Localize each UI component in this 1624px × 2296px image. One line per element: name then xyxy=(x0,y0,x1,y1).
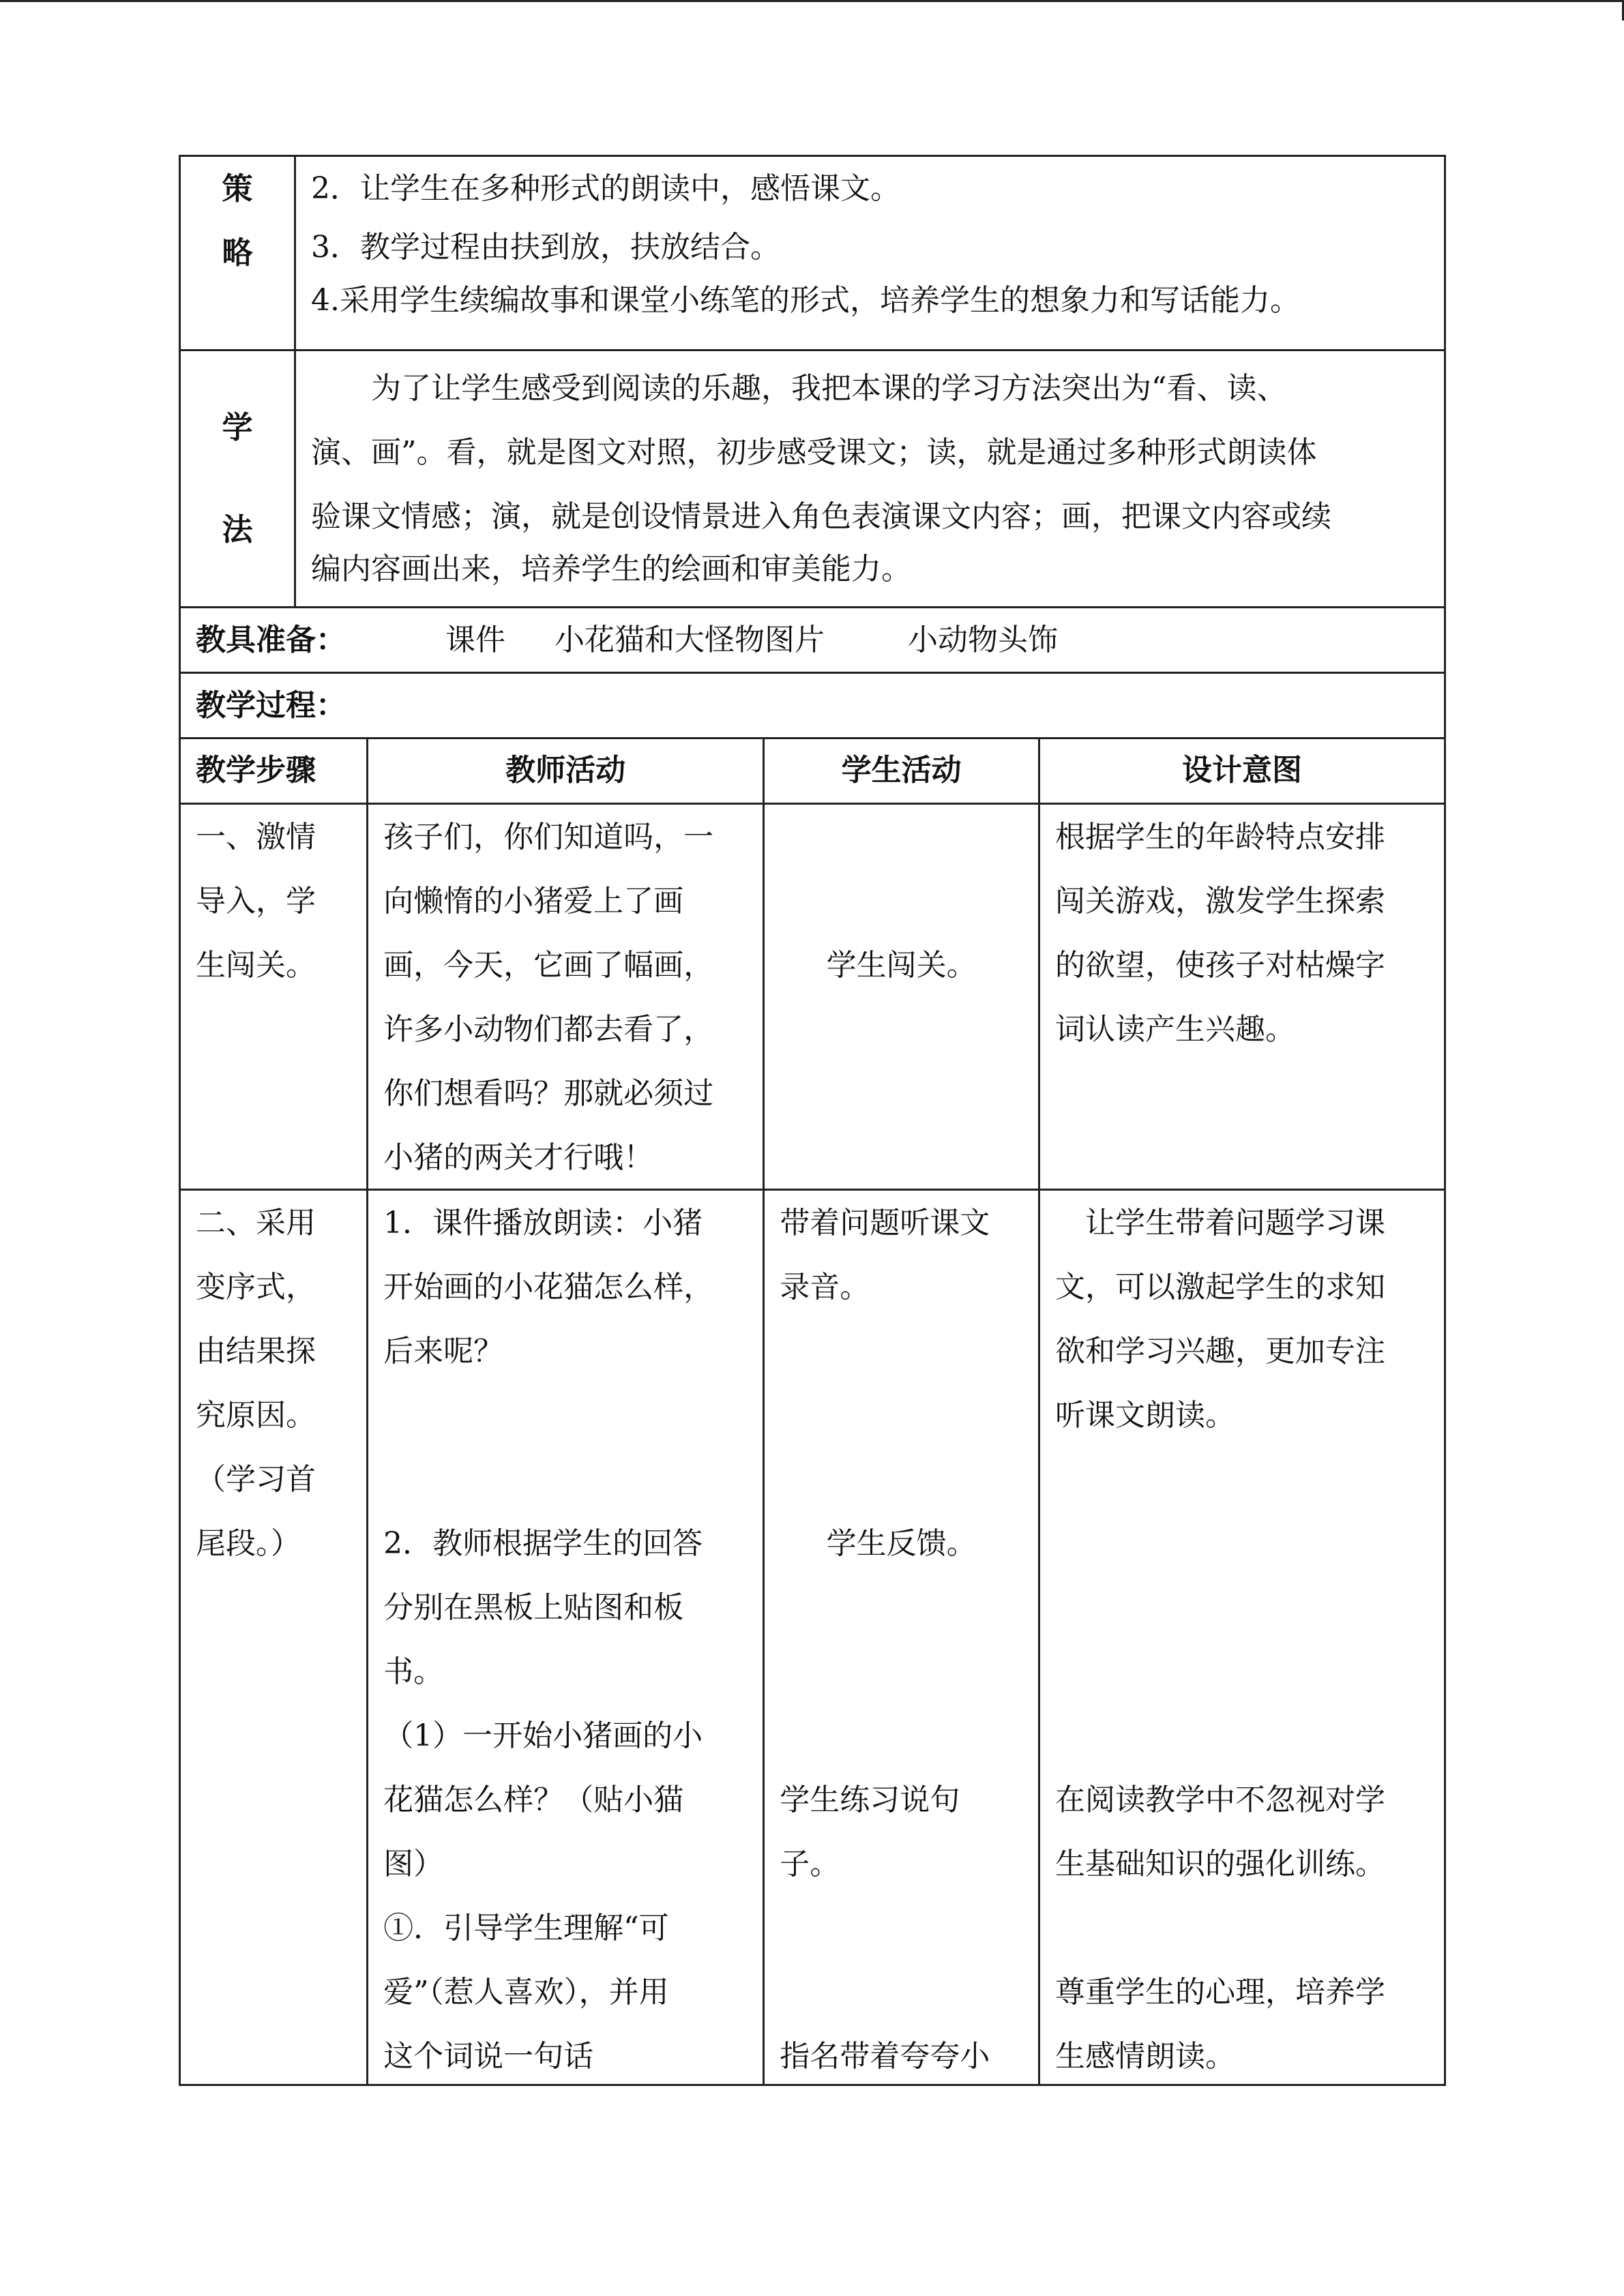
page-top-border xyxy=(0,0,1624,2)
method-line: 为了让学生感受到阅读的乐趣，我把本课的学习方法突出为“看、读、 xyxy=(371,371,1287,406)
intent-line xyxy=(1055,1704,1429,1768)
intent-line: 在阅读教学中不忽视对学 xyxy=(1054,1783,1385,1817)
teacher-line: 1．课件播放朗读：小猪 xyxy=(383,1206,703,1240)
student-line xyxy=(780,1320,1023,1384)
method-row xyxy=(181,349,1444,606)
teacher-line: （1）一开始小猪画的小 xyxy=(383,1718,703,1753)
step-line: 变序式， xyxy=(196,1270,316,1304)
step-line: 由结果探 xyxy=(196,1334,316,1369)
teacher-line: 画，今天，它画了幅画， xyxy=(383,948,714,983)
step-cell xyxy=(181,805,366,1189)
student-line: 带着问题听课文 xyxy=(780,1206,990,1240)
header-teacher: 教师活动 xyxy=(366,739,763,803)
step-line: 究原因。 xyxy=(196,1398,316,1433)
student-line xyxy=(780,1576,1023,1640)
step-line: 导入，学 xyxy=(196,884,316,919)
student-line: 学生反馈。 xyxy=(826,1526,977,1561)
header-step: 教学步骤 xyxy=(196,753,316,788)
teacher-line: 小猪的两关才行哦！ xyxy=(383,1140,654,1175)
step-line: 尾段。） xyxy=(196,1526,301,1561)
intent-line xyxy=(1055,1640,1429,1704)
intent-line: 的欲望，使孩子对枯燥字 xyxy=(1054,948,1385,983)
table-row xyxy=(181,803,1444,1189)
strategy-label xyxy=(181,157,294,349)
intent-line: 生基础知识的强化训练。 xyxy=(1054,1847,1385,1881)
header-student: 学生活动 xyxy=(763,739,1038,803)
student-line: 录音。 xyxy=(780,1270,870,1304)
method-line: 编内容画出来，培养学生的绘画和审美能力。 xyxy=(311,552,911,586)
step-line: 一、激情 xyxy=(196,820,316,854)
strategy-line: 2．让学生在多种形式的朗读中，感悟课文。 xyxy=(311,171,900,206)
lesson-plan-table xyxy=(179,155,1446,2086)
materials-label: 教具准备： xyxy=(196,623,346,657)
header-intent: 设计意图 xyxy=(1038,739,1444,803)
intent-line xyxy=(1055,1512,1429,1576)
strategy-row xyxy=(181,157,1444,349)
student-line xyxy=(780,1960,1023,2025)
intent-line: 生感情朗读。 xyxy=(1054,2039,1235,2074)
intent-line xyxy=(1055,1896,1429,1960)
intent-line: 词认读产生兴趣。 xyxy=(1054,1012,1295,1047)
process-label: 教学过程： xyxy=(196,688,346,723)
student-line xyxy=(780,1704,1023,1768)
materials-row xyxy=(181,606,1444,672)
strategy-label-char-2: 略 xyxy=(222,235,253,271)
student-line: 学生闯关。 xyxy=(826,948,977,983)
student-line xyxy=(780,1640,1023,1704)
method-label-char-2: 法 xyxy=(222,511,253,548)
method-line: 验课文情感；演，就是创设情景进入角色表演课文内容；画，把课文内容或续 xyxy=(311,499,1331,534)
teacher-line: 向懒惰的小猪爱上了画 xyxy=(383,884,684,919)
teacher-line: ①．引导学生理解“可 xyxy=(383,1911,669,1945)
teacher-line: 后来呢？ xyxy=(383,1334,504,1369)
student-line: 指名带着夸夸小 xyxy=(780,2039,990,2074)
method-line: 演、画”。看，就是图文对照，初步感受课文；读，就是通过多种形式朗读体 xyxy=(311,435,1317,470)
intent-cell xyxy=(1038,805,1444,1189)
intent-line: 闯关游戏，激发学生探索 xyxy=(1054,884,1385,919)
student-line xyxy=(780,1384,1023,1448)
strategy-label-char-1: 策 xyxy=(222,170,253,207)
intent-line: 根据学生的年龄特点安排 xyxy=(1054,820,1385,854)
student-line: 子。 xyxy=(780,1847,840,1881)
teacher-line: 图） xyxy=(383,1847,444,1881)
intent-line: 文，可以激起学生的求知 xyxy=(1054,1270,1385,1304)
method-label xyxy=(181,351,294,606)
teacher-line: 这个词说一句话 xyxy=(383,2039,594,2074)
strategy-line: 3．教学过程由扶到放，扶放结合。 xyxy=(311,230,780,265)
step-cell xyxy=(181,1191,366,2084)
table-header-row xyxy=(181,737,1444,803)
teacher-cell xyxy=(366,1191,763,2084)
intent-line: 尊重学生的心理，培养学 xyxy=(1054,1975,1385,2010)
intent-line: 让学生带着问题学习课 xyxy=(1084,1206,1385,1240)
table-row xyxy=(181,1189,1444,2084)
teacher-line xyxy=(383,1448,748,1512)
intent-line: 欲和学习兴趣，更加专注 xyxy=(1054,1334,1385,1369)
teacher-line xyxy=(383,1384,748,1448)
materials-item: 小动物头饰 xyxy=(908,623,1058,657)
teacher-cell xyxy=(366,805,763,1189)
teacher-line: 花猫怎么样？（贴小猫 xyxy=(383,1783,684,1817)
method-label-char-1: 学 xyxy=(222,409,253,445)
materials-cell xyxy=(181,608,1444,672)
student-line xyxy=(780,1448,1023,1512)
strategy-content xyxy=(294,157,1444,349)
method-content xyxy=(294,351,1444,606)
student-line xyxy=(780,1896,1023,1960)
intent-line xyxy=(1055,1576,1429,1640)
teacher-line: 开始画的小花猫怎么样， xyxy=(383,1270,714,1304)
strategy-line: 4.采用学生续编故事和课堂小练笔的形式，培养学生的想象力和写话能力。 xyxy=(311,283,1300,318)
step-line: 二、采用 xyxy=(196,1206,316,1240)
teacher-line: 爱”（惹人喜欢），并用 xyxy=(383,1975,669,2010)
student-cell xyxy=(763,805,1038,1189)
intent-line: 听课文朗读。 xyxy=(1054,1398,1235,1433)
student-line: 学生练习说句 xyxy=(780,1783,960,1817)
step-line: （学习首 xyxy=(196,1462,316,1497)
intent-cell xyxy=(1038,1191,1444,2084)
materials-item: 课件 xyxy=(445,623,505,657)
step-line: 生闯关。 xyxy=(196,948,316,983)
teacher-line: 许多小动物们都去看了， xyxy=(383,1012,714,1047)
teacher-line: 书。 xyxy=(383,1654,444,1689)
materials-item: 小花猫和大怪物图片 xyxy=(555,623,825,657)
teacher-line: 2．教师根据学生的回答 xyxy=(383,1526,703,1561)
teacher-line: 分别在黑板上贴图和板 xyxy=(383,1590,684,1625)
intent-line xyxy=(1055,1448,1429,1512)
student-cell xyxy=(763,1191,1038,2084)
process-row xyxy=(181,672,1444,737)
teacher-line: 孩子们，你们知道吗，一 xyxy=(383,820,714,854)
teacher-line: 你们想看吗？那就必须过 xyxy=(383,1076,714,1111)
